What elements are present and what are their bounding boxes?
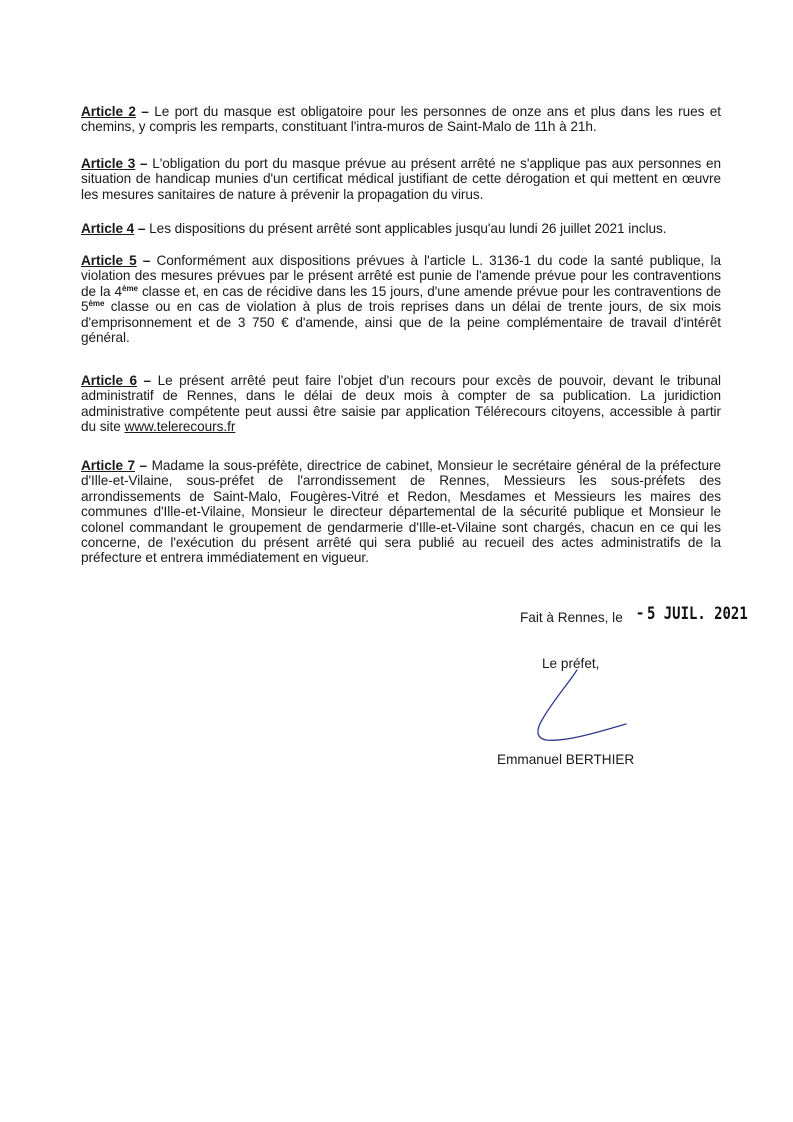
article-3-text: L'obligation du port du masque prévue au présent arrêté ne s'applique pas aux personnes en situation de handicap munies d'un certificat médical justifiant de cette dérogation et qui mettent en œuvre les mesures sanitaires de nature à prévenir la propagation du virus. xyxy=(81,156,721,202)
article-6-label: Article 6 xyxy=(81,373,137,388)
article-2-label: Article 2 xyxy=(81,104,136,119)
article-7-label: Article 7 xyxy=(81,458,136,473)
article-6-dash: – xyxy=(137,373,158,388)
article-6-text: Le présent arrêté peut faire l'objet d'un recours pour excès de pouvoir, devant le tribunal administratif de Rennes, dans le délai de deux mois à compter de sa publication. La juridiction administrative compétente peut aussi être saisie par application Télérecours citoyens, accessible à partir du site xyxy=(81,373,722,435)
article-7 xyxy=(81,458,721,566)
article-3 xyxy=(81,156,721,202)
date-stamp: 5 JUIL. 2021 xyxy=(647,604,748,624)
article-5-sup-a: ème xyxy=(122,283,138,293)
article-5 xyxy=(81,253,721,345)
article-2-dash: – xyxy=(135,104,155,119)
article-4-dash: – xyxy=(134,221,150,236)
article-5-text-b: classe et, en cas de récidive dans les 15 jours, d'une amende prévue pour les contraventions de 5 xyxy=(81,283,721,315)
place-line: Fait à Rennes, le xyxy=(520,610,623,625)
article-3-dash: – xyxy=(135,156,153,171)
article-4-label: Article 4 xyxy=(81,221,135,236)
article-5-sup-b: ème xyxy=(88,299,105,309)
prefect-name: Emmanuel BERTHIER xyxy=(497,752,635,767)
article-5-label: Article 5 xyxy=(81,253,137,268)
article-4-text: Les dispositions du présent arrêté sont applicables jusqu'au lundi 26 juillet 2021 inclus. xyxy=(149,221,667,236)
article-2-text: Le port du masque est obligatoire pour les personnes de onze ans et plus dans les rues et chemins, y compris les remparts, constituant l'intra-muros de Saint-Malo de 11h à 21h. xyxy=(81,104,722,135)
article-7-dash: – xyxy=(135,458,152,473)
date-stamp-dash: - xyxy=(637,604,644,622)
article-5-text-a: Conformément aux dispositions prévues à l'article L. 3136-1 du code la santé publique, la violation des mesures prévues par le présent arrêté est punie de l'amende prévue pour les contraventions de la 4 xyxy=(81,253,722,299)
handwritten-signature-icon xyxy=(530,664,640,751)
article-5-text-c: classe ou en cas de violation à plus de trois reprises dans un délai de trente jours, de six mois d'emprisonnement et de 3 750 € d'amende, ainsi que de la peine complémentaire de travail d'intérêt général. xyxy=(81,299,721,346)
article-7-text: Madame la sous-préfète, directrice de cabinet, Monsieur le secrétaire général de la préfecture d'Ille-et-Vilaine, sous-préfet de l'arrondissement de Rennes, Messieurs les sous-préfets des arrondissements de Saint-Malo, Fougères-Vitré et Redon, Mesdames et Messieurs les maires des communes d'Ille-et-Vilaine, Monsieur le directeur départemental de la sécurité publique et Monsieur le colonel commandant le groupement de gendarmerie d'Ille-et-Vilaine sont chargés, chacun en ce qui les concerne, de l'exécution du présent arrêté qui sera publié au recueil des actes administratifs de la préfecture et entrera immédiatement en vigueur. xyxy=(81,458,722,566)
article-6 xyxy=(81,373,721,435)
article-3-label: Article 3 xyxy=(81,156,136,171)
article-2 xyxy=(81,104,721,135)
article-5-dash: – xyxy=(136,253,157,268)
telerecours-link[interactable]: www.telerecours.fr xyxy=(124,419,236,435)
article-4 xyxy=(81,221,721,236)
prefect-title: Le préfet, xyxy=(542,656,600,671)
